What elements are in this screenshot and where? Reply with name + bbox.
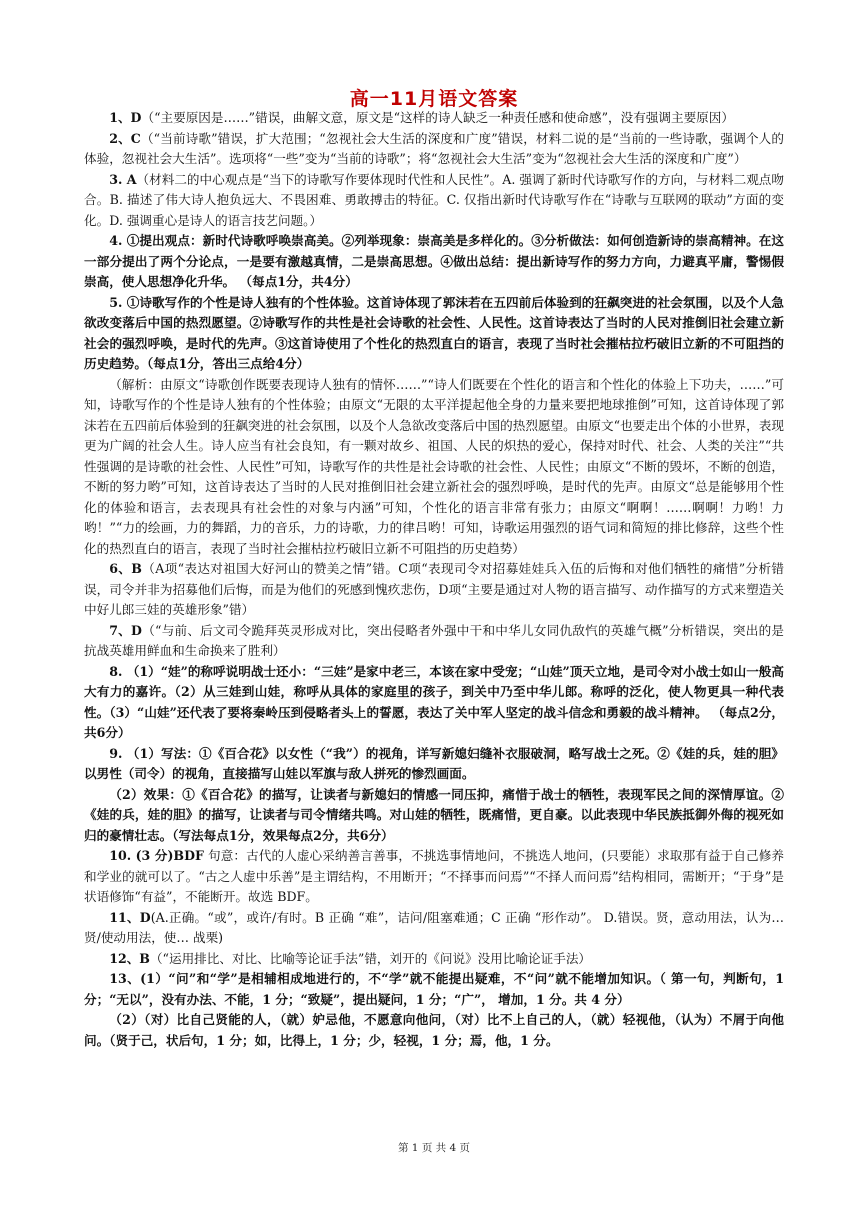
answer-3-head: 3. A xyxy=(109,171,137,187)
answer-5 xyxy=(84,293,784,375)
answer-12 xyxy=(84,949,784,970)
answer-6 xyxy=(84,559,784,621)
answer-9-effect xyxy=(84,785,784,847)
answer-11-body: (A.正确。“或”，或许/有时。B 正确 “难”，诘问/阻塞难通；C 正确 “形作动”。 D.错误。贤，意动用法，认为… 贤/使动用法，使… 战栗) xyxy=(84,909,785,945)
answer-13-2-body: （2）（对）比自己贤能的人，（就）妒忌他，不愿意向他问，（对）比不上自己的人，（就）轻视他，（认为）不屑于向他问。（贤于己，状后句，1 分；如，比得上，1 分；少，轻视，1 分；焉，他，1 分。 xyxy=(84,1012,784,1048)
answer-1 xyxy=(84,108,784,129)
answer-6-head: 6、B xyxy=(109,561,142,576)
answer-10 xyxy=(84,846,784,908)
answer-2 xyxy=(84,129,784,170)
answer-6-body: （A项“表达对祖国大好河山的赞美之情”错。C项“表现司令对招募娃娃兵入伍的后悔和对他们牺牲的痛惜”分析错误，司令并非为招募他们后悔，而是为他们的死感到愧疚悲伤，D项“主要是通过对人物的语言描写、动作描写的方式来塑造关中好儿郎三娃的英雄形象”错） xyxy=(84,561,784,617)
answer-4-body: 4. ①提出观点：新时代诗歌呼唤崇高美。②列举现象：崇高美是多样化的。③分析做法：如何创造新诗的崇高精神。在这一部分提出了两个分论点，一是要有激越真情，二是崇高思想。④做出总结：提出新诗写作的努力方向，力避真平庸，警惕假崇高，使人思想净化升华。 （每点1分，共4分） xyxy=(84,233,784,289)
page-footer: 第 1 页 共 4 页 xyxy=(397,1142,471,1154)
answer-content xyxy=(84,108,784,1051)
answer-11-head: 11、D xyxy=(109,909,151,925)
answer-4 xyxy=(84,231,784,293)
answer-9-effect-body: （2）效果：①《百合花》的描写，让读者与新媳妇的情感一同压抑，痛惜于战士的牺牲，表现军民之间的深情厚谊。②《娃的兵，娃的胆》的描写，让读者与司令情绪共鸣。对山娃的牺牲，既痛惜，更自豪。以此表现中华民族抵御外侮的视死如归的豪情壮志。（写法每点1分，效果每点2分，共6分） xyxy=(84,786,784,843)
answer-10-head: 10. (3 分)BDF xyxy=(109,848,204,863)
answer-12-head: 12、B xyxy=(109,950,150,966)
answer-1-head: 1、D xyxy=(109,110,142,125)
answer-8-body: 8. （1）“娃”的称呼说明战士还小：“三娃”是家中老三，本该在家中受宠；“山娃”顶天立地，是司令对小战士如山一般高大有力的嘉许。（2）从三娃到山娃，称呼从具体的家庭里的孩子，到关中乃至中华儿郎。称呼的泛化，使人物更具一种代表性。（3）“山娃”还代表了要将秦岭压到侵略者头上的誓愿，表达了关中军人坚定的战斗信念和勇毅的战斗精神。 （每点2分，共6分） xyxy=(84,663,784,740)
answer-9-method-body: 9. （1）写法：①《百合花》以女性（“我”）的视角，详写新媳妇缝补衣服破洞，略写战士之死。②《娃的兵，娃的胆》以男性（司令）的视角，直接描写山娃以军旗与敌人拼死的惨烈画面。 xyxy=(84,745,784,781)
answer-13-1 xyxy=(84,969,784,1010)
answer-3-body: （材料二的中心观点是“当下的诗歌写作要体现时代性和人民性”。A. 强调了新时代诗歌写作的方向，与材料二观点吻合。B. 描述了伟大诗人抱负远大、不畏困难、勇敢搏击的特征。C. 仅指出新时代诗歌写作在“诗歌与互联网的联动”方面的变化。D. 强调重心是诗人的语言技艺问题。） xyxy=(84,171,784,228)
answer-5-analysis xyxy=(84,375,784,560)
answer-1-body: （“主要原因是……”错误，曲解文意，原文是“这样的诗人缺乏一种责任感和使命感”，没有强调主要原因） xyxy=(141,110,734,125)
answer-7-body: （“与前、后文司令跪拜英灵形成对比，突出侵略者外强中干和中华儿女同仇敌忾的英雄气概”分析错误，突出的是抗战英雄用鲜血和生命换来了胜利） xyxy=(84,622,784,658)
answer-2-body: （“当前诗歌”错误，扩大范围；“忽视社会大生活的深度和广度”错误，材料二说的是“当前的一些诗歌，强调个人的体验，忽视社会大生活”。选项将“一些”变为“当前的诗歌”；将“忽视社会大生活”变为“忽视社会大生活的深度和广度”） xyxy=(84,130,784,166)
answer-7-head: 7、D xyxy=(109,622,142,638)
answer-3 xyxy=(84,170,784,232)
answer-11 xyxy=(84,908,784,949)
answer-13-2 xyxy=(84,1010,784,1051)
answer-5-analysis-body: （解析：由原文“诗歌创作既要表现诗人独有的情怀……”“诗人们既要在个性化的语言和个性化的体验上下功夫，……”可知，诗歌写作的个性是诗人独有的个性体验；由原文“无限的太平洋提起他全身的力量来要把地球推倒”可知，这首诗体现了郭沫若在五四前后体验到的狂飙突进的社会氛围，以及个人急欲改变落后中国的热烈愿望。由原文“也要走出个体的小世界，表现更为广阔的社会人生。诗人应当有社会良知，有一颗对故乡、祖国、人民的炽热的爱心，保持对时代、社会、人类的关注”“共性强调的是诗歌的社会性、人民性”可知，诗歌写作的共性是社会诗歌的社会性、人民性；由原文“不断的毁坏，不断的创造，不断的努力哟”可知，这首诗表达了当时的人民对推倒旧社会建立新社会的强烈呼唤，是时代的先声。由原文“总是能够用个性化的体验和语言，去表现具有社会性的对象与内涵”可知，个性化的语言非常有张力；由原文“啊啊！……啊啊！力哟！力哟！”“力的绘画，力的舞蹈，力的音乐，力的诗歌，力的律吕哟！可知，诗歌运用强烈的语气词和简短的排比修辞，这些个性化的热烈直白的语言，表现了当时社会摧枯拉朽破旧立新不可阻挡的历史趋势） xyxy=(84,376,784,556)
answer-5-body: 5. ①诗歌写作的个性是诗人独有的个性体验。这首诗体现了郭沫若在五四前后体验到的狂飙突进的社会氛围，以及个人急欲改变落后中国的热烈愿望。②诗歌写作的共性是社会诗歌的社会性、人民性。这首诗表达了当时的人民对推倒旧社会建立新社会的强烈呼唤，是时代的先声。③这首诗使用了个性化的热烈直白的语言，表现了当时社会摧枯拉朽破旧立新的不可阻挡的历史趋势。（每点1分，答出三点给4分） xyxy=(84,294,784,371)
answer-12-body: （“运用排比、对比、比喻等论证手法”错，刘开的《问说》没用比喻论证手法） xyxy=(149,950,592,966)
answer-10-body: 句意：古代的人虚心采纳善言善事，不挑选事情地问，不挑选人地问，(只要能）求取那有益于自己修养和学业的就可以了。“古之人虚中乐善”是主谓结构，不用断开；“不择事而问焉”“不择人而问焉”结构相同，需断开；“于身”是状语修饰“有益”，不能断开。故选 BDF。 xyxy=(84,848,784,904)
answer-8 xyxy=(84,662,784,744)
answer-13-1-body: 13、(1）“问”和“学”是相辅相成地进行的，不“学”就不能提出疑难，不“问”就不能增加知识。（ 第一句，判断句，1 分；“无以”，没有办法、不能，1 分；“致疑”，提出疑问，1 分；“广”， 增加，1 分。共 4 分） xyxy=(84,971,784,1007)
answer-7 xyxy=(84,621,784,662)
page-title: 高一11月语文答案 xyxy=(349,88,519,110)
answer-9-method xyxy=(84,744,784,785)
answer-2-head: 2、C xyxy=(109,130,141,146)
